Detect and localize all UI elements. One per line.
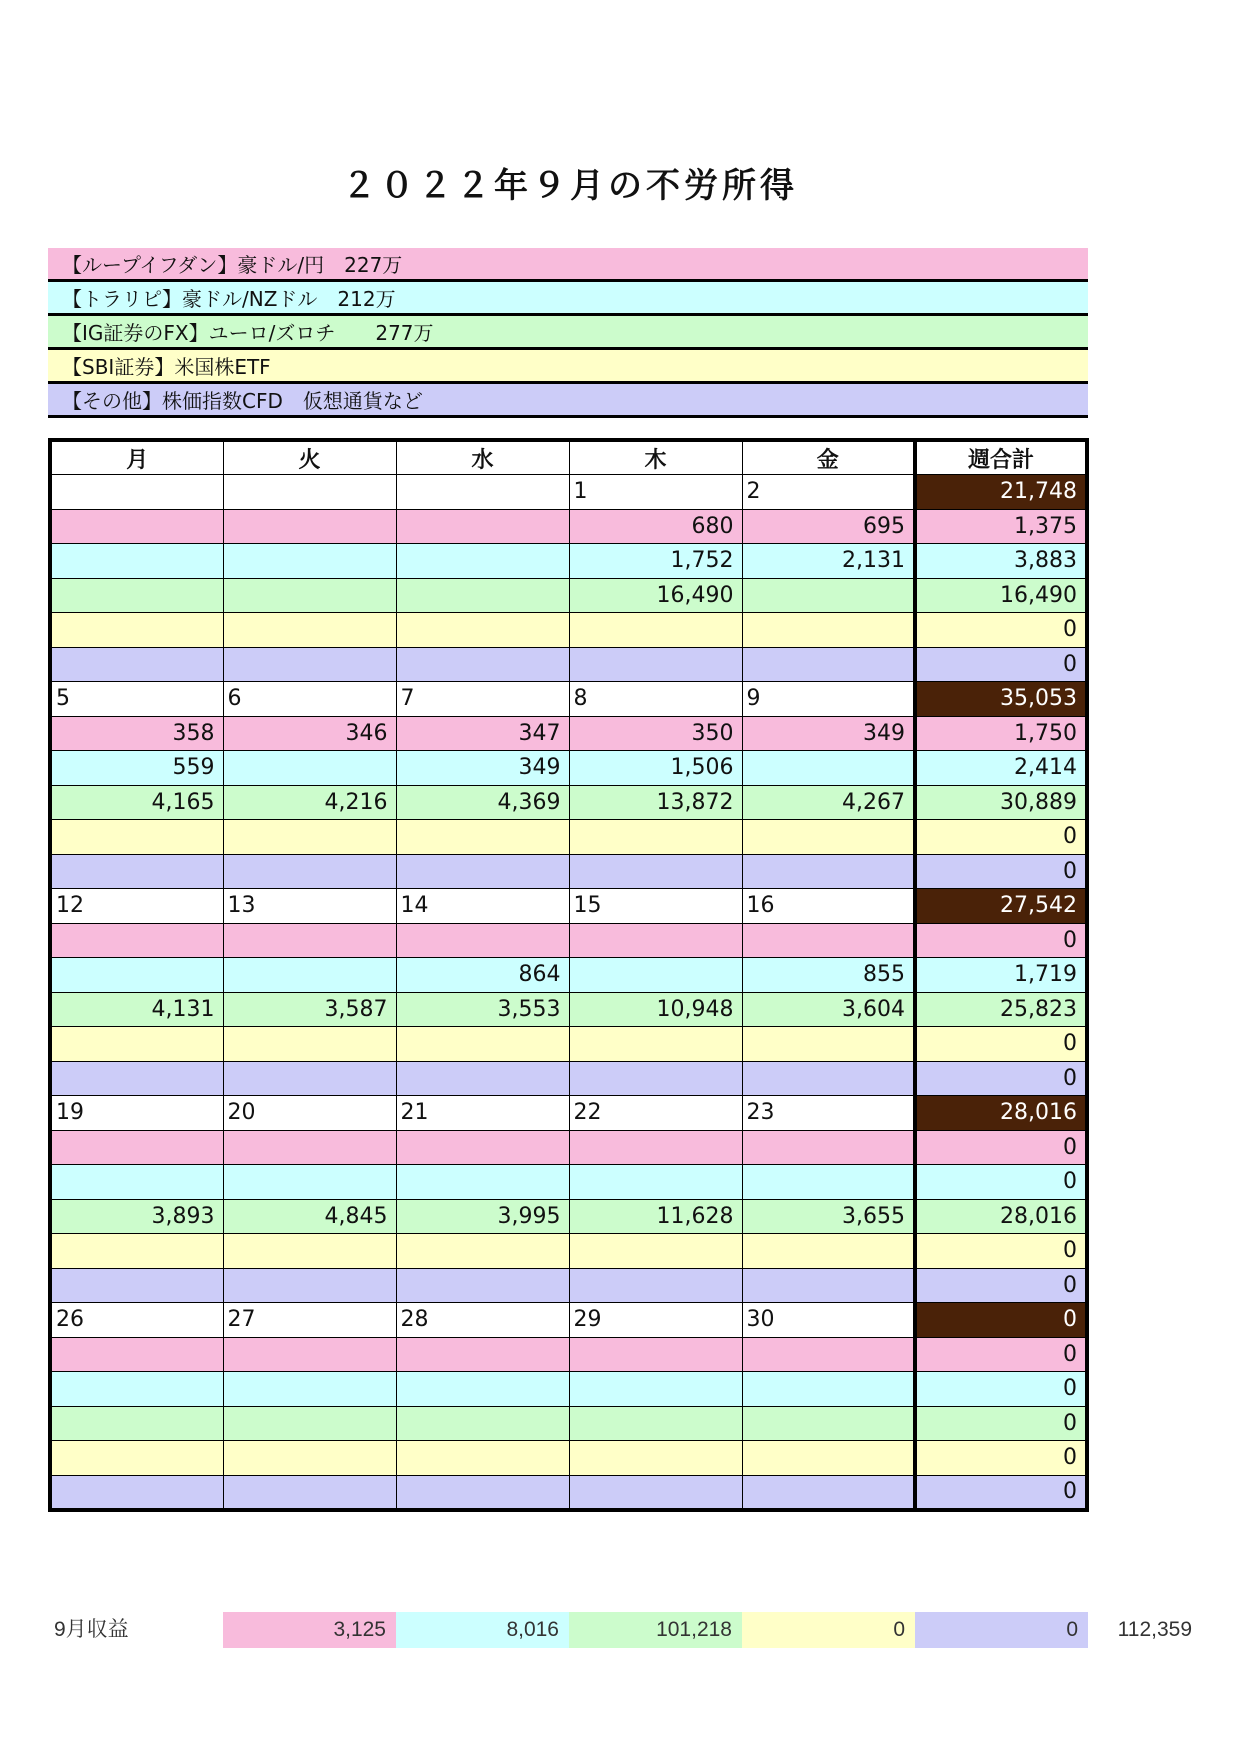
income-cell [50, 1441, 223, 1476]
row-total-cell: 0 [915, 854, 1087, 889]
income-cell [742, 613, 915, 648]
income-cell: 350 [569, 716, 742, 751]
income-cell: 855 [742, 958, 915, 993]
income-cell: 3,553 [396, 992, 569, 1027]
income-cell [742, 1165, 915, 1200]
income-cell [742, 1475, 915, 1510]
monthly-cyan: 8,016 [396, 1612, 569, 1648]
income-cell [396, 1441, 569, 1476]
date-cell: 26 [50, 1303, 223, 1338]
legend-other: 【その他】株価指数CFD 仮想通貨など [48, 384, 1088, 418]
income-row [50, 544, 1087, 579]
monthly-summary [48, 1612, 1198, 1648]
income-cell [396, 1268, 569, 1303]
income-cell [223, 1337, 396, 1372]
date-cell: 21 [396, 1096, 569, 1131]
week-total-cell: 27,542 [915, 889, 1087, 924]
income-cell: 347 [396, 716, 569, 751]
legend [48, 248, 1088, 418]
row-total-cell: 0 [915, 1061, 1087, 1096]
income-cell [223, 820, 396, 855]
row-total-cell: 1,375 [915, 509, 1087, 544]
income-cell [569, 854, 742, 889]
income-cell [50, 544, 223, 579]
income-cell: 695 [742, 509, 915, 544]
income-cell [223, 544, 396, 579]
income-cell [223, 1027, 396, 1062]
week-date-row [50, 1096, 1087, 1131]
income-row [50, 1027, 1087, 1062]
income-cell [396, 1337, 569, 1372]
date-cell: 23 [742, 1096, 915, 1131]
week-date-row [50, 475, 1087, 510]
income-cell [742, 578, 915, 613]
income-cell [223, 751, 396, 786]
income-cell [223, 613, 396, 648]
row-total-cell: 0 [915, 1337, 1087, 1372]
income-cell [223, 1441, 396, 1476]
income-cell: 1,752 [569, 544, 742, 579]
calendar-table [48, 438, 1089, 1512]
income-cell [396, 1027, 569, 1062]
date-cell: 30 [742, 1303, 915, 1338]
income-cell [50, 578, 223, 613]
week-date-row [50, 1303, 1087, 1338]
income-cell [742, 1337, 915, 1372]
income-cell [569, 1337, 742, 1372]
income-row [50, 923, 1087, 958]
income-cell [50, 647, 223, 682]
legend-ig-fx: 【IG証券のFX】ユーロ/ズロチ 277万 [48, 316, 1088, 350]
income-cell [50, 923, 223, 958]
income-cell [742, 1234, 915, 1269]
income-cell [396, 1165, 569, 1200]
income-cell: 4,165 [50, 785, 223, 820]
income-cell [569, 647, 742, 682]
income-cell [50, 509, 223, 544]
income-cell [223, 1061, 396, 1096]
income-cell [742, 854, 915, 889]
income-cell [223, 958, 396, 993]
income-cell [396, 647, 569, 682]
income-cell [223, 1165, 396, 1200]
monthly-pink: 3,125 [223, 1612, 396, 1648]
income-cell [50, 958, 223, 993]
income-cell: 3,995 [396, 1199, 569, 1234]
income-cell [569, 613, 742, 648]
row-total-cell: 0 [915, 1475, 1087, 1510]
income-cell [223, 647, 396, 682]
date-cell [50, 475, 223, 510]
week-total-cell: 35,053 [915, 682, 1087, 717]
income-cell: 3,893 [50, 1199, 223, 1234]
income-cell: 346 [223, 716, 396, 751]
income-cell [742, 1406, 915, 1441]
income-cell [50, 1337, 223, 1372]
income-cell [50, 1372, 223, 1407]
row-total-cell: 0 [915, 1027, 1087, 1062]
legend-loop-ifdone: 【ループイフダン】豪ドル/円 227万 [48, 248, 1088, 282]
income-row [50, 1165, 1087, 1200]
date-cell: 20 [223, 1096, 396, 1131]
income-row [50, 820, 1087, 855]
income-cell [742, 820, 915, 855]
income-cell [50, 613, 223, 648]
income-cell [396, 1061, 569, 1096]
date-cell: 6 [223, 682, 396, 717]
row-total-cell: 0 [915, 820, 1087, 855]
income-cell [223, 1372, 396, 1407]
income-cell [50, 1027, 223, 1062]
income-row [50, 1372, 1087, 1407]
income-row [50, 1199, 1087, 1234]
page-title: ２０２２年９月の不労所得 [342, 166, 798, 206]
income-cell [396, 509, 569, 544]
income-row [50, 1441, 1087, 1476]
income-cell [742, 1441, 915, 1476]
income-cell: 11,628 [569, 1199, 742, 1234]
date-cell: 2 [742, 475, 915, 510]
row-total-cell: 1,750 [915, 716, 1087, 751]
date-cell: 12 [50, 889, 223, 924]
date-cell: 28 [396, 1303, 569, 1338]
date-cell: 8 [569, 682, 742, 717]
income-row [50, 1337, 1087, 1372]
monthly-total: 112,359 [1117, 1618, 1192, 1641]
row-total-cell: 0 [915, 1406, 1087, 1441]
income-cell [742, 1130, 915, 1165]
row-total-cell: 0 [915, 1372, 1087, 1407]
row-total-cell: 0 [915, 1165, 1087, 1200]
header-cell: 週合計 [915, 440, 1087, 475]
row-total-cell: 0 [915, 1234, 1087, 1269]
income-cell: 4,131 [50, 992, 223, 1027]
date-cell: 1 [569, 475, 742, 510]
income-cell: 13,872 [569, 785, 742, 820]
income-cell: 864 [396, 958, 569, 993]
income-cell [742, 751, 915, 786]
date-cell: 27 [223, 1303, 396, 1338]
income-cell [569, 820, 742, 855]
income-cell: 1,506 [569, 751, 742, 786]
income-cell [569, 1027, 742, 1062]
income-cell [396, 1406, 569, 1441]
income-cell [569, 1406, 742, 1441]
income-cell [50, 1268, 223, 1303]
date-cell: 19 [50, 1096, 223, 1131]
income-cell: 3,604 [742, 992, 915, 1027]
income-cell: 10,948 [569, 992, 742, 1027]
income-row [50, 716, 1087, 751]
row-total-cell: 0 [915, 1130, 1087, 1165]
income-cell [396, 1130, 569, 1165]
income-row [50, 1475, 1087, 1510]
income-cell [396, 854, 569, 889]
income-cell: 4,267 [742, 785, 915, 820]
income-cell [396, 1372, 569, 1407]
income-row [50, 578, 1087, 613]
income-row [50, 992, 1087, 1027]
income-cell [223, 1234, 396, 1269]
income-cell [396, 1475, 569, 1510]
header-cell: 水 [396, 440, 569, 475]
date-cell: 7 [396, 682, 569, 717]
week-date-row [50, 889, 1087, 924]
monthly-label: 9月収益 [54, 1618, 129, 1641]
income-cell: 16,490 [569, 578, 742, 613]
income-cell [223, 1406, 396, 1441]
income-cell [50, 1165, 223, 1200]
monthly-yellow: 0 [742, 1612, 915, 1648]
date-cell: 22 [569, 1096, 742, 1131]
row-total-cell: 0 [915, 647, 1087, 682]
header-cell: 木 [569, 440, 742, 475]
date-cell: 9 [742, 682, 915, 717]
row-total-cell: 1,719 [915, 958, 1087, 993]
income-cell [569, 1061, 742, 1096]
income-cell: 2,131 [742, 544, 915, 579]
income-cell [50, 820, 223, 855]
income-cell [50, 854, 223, 889]
row-total-cell: 2,414 [915, 751, 1087, 786]
income-cell: 349 [396, 751, 569, 786]
income-cell [742, 1268, 915, 1303]
row-total-cell: 30,889 [915, 785, 1087, 820]
income-cell [569, 1130, 742, 1165]
income-row [50, 854, 1087, 889]
income-cell [742, 923, 915, 958]
row-total-cell: 25,823 [915, 992, 1087, 1027]
row-total-cell: 28,016 [915, 1199, 1087, 1234]
income-row [50, 958, 1087, 993]
income-cell [742, 1372, 915, 1407]
date-cell: 29 [569, 1303, 742, 1338]
income-cell [396, 613, 569, 648]
income-row [50, 1061, 1087, 1096]
row-total-cell: 0 [915, 1441, 1087, 1476]
week-date-row [50, 682, 1087, 717]
header-row [50, 440, 1087, 475]
income-cell [223, 854, 396, 889]
header-cell: 月 [50, 440, 223, 475]
income-row [50, 1130, 1087, 1165]
income-cell: 4,369 [396, 785, 569, 820]
income-row [50, 1234, 1087, 1269]
legend-sbi: 【SBI証券】米国株ETF [48, 350, 1088, 384]
income-cell [223, 1130, 396, 1165]
income-cell: 559 [50, 751, 223, 786]
income-cell [50, 1061, 223, 1096]
income-cell [223, 1475, 396, 1510]
income-cell: 4,845 [223, 1199, 396, 1234]
income-cell [569, 958, 742, 993]
income-cell [742, 1061, 915, 1096]
income-cell [569, 1234, 742, 1269]
header-cell: 金 [742, 440, 915, 475]
date-cell [223, 475, 396, 510]
monthly-purple: 0 [915, 1612, 1088, 1648]
income-cell [396, 923, 569, 958]
income-cell [50, 1130, 223, 1165]
income-cell [742, 647, 915, 682]
income-cell [223, 509, 396, 544]
row-total-cell: 3,883 [915, 544, 1087, 579]
income-cell [569, 1165, 742, 1200]
income-cell: 3,587 [223, 992, 396, 1027]
income-row [50, 509, 1087, 544]
income-cell [569, 923, 742, 958]
row-total-cell: 16,490 [915, 578, 1087, 613]
week-total-cell: 28,016 [915, 1096, 1087, 1131]
income-cell [742, 1027, 915, 1062]
income-row [50, 1406, 1087, 1441]
row-total-cell: 0 [915, 613, 1087, 648]
income-cell [50, 1475, 223, 1510]
income-row [50, 751, 1087, 786]
row-total-cell: 0 [915, 1268, 1087, 1303]
income-cell [569, 1372, 742, 1407]
income-cell: 349 [742, 716, 915, 751]
date-cell: 14 [396, 889, 569, 924]
income-cell: 3,655 [742, 1199, 915, 1234]
week-total-cell: 21,748 [915, 475, 1087, 510]
header-cell: 火 [223, 440, 396, 475]
date-cell: 5 [50, 682, 223, 717]
income-row [50, 1268, 1087, 1303]
income-row [50, 613, 1087, 648]
income-cell: 358 [50, 716, 223, 751]
income-cell [396, 1234, 569, 1269]
income-cell: 680 [569, 509, 742, 544]
income-cell [223, 578, 396, 613]
date-cell: 15 [569, 889, 742, 924]
income-cell [223, 1268, 396, 1303]
row-total-cell: 0 [915, 923, 1087, 958]
date-cell: 13 [223, 889, 396, 924]
income-cell [569, 1475, 742, 1510]
income-cell [396, 578, 569, 613]
income-cell [396, 544, 569, 579]
legend-trap-repeat: 【トラリピ】豪ドル/NZドル 212万 [48, 282, 1088, 316]
income-cell [50, 1234, 223, 1269]
income-cell: 4,216 [223, 785, 396, 820]
income-cell [569, 1441, 742, 1476]
date-cell [396, 475, 569, 510]
date-cell: 16 [742, 889, 915, 924]
income-cell [396, 820, 569, 855]
income-cell [50, 1406, 223, 1441]
income-row [50, 785, 1087, 820]
monthly-green: 101,218 [569, 1612, 742, 1648]
income-cell [569, 1268, 742, 1303]
week-total-cell: 0 [915, 1303, 1087, 1338]
income-cell [223, 923, 396, 958]
income-row [50, 647, 1087, 682]
